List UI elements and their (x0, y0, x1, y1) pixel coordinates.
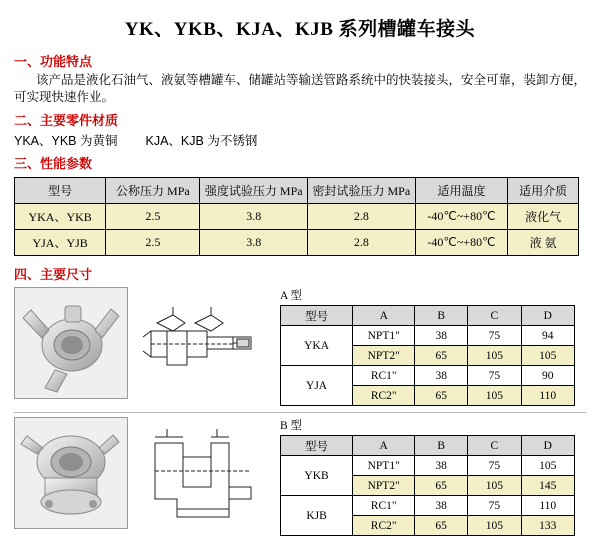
table-header-row (281, 306, 575, 326)
dimB-r0-c4: 105 (521, 456, 574, 476)
perf-r1-c2: 3.8 (200, 230, 308, 256)
dimA-col-0: 型号 (281, 306, 353, 326)
dimB-r3-c4: 133 (521, 516, 574, 536)
dimB-r1-c4: 145 (521, 476, 574, 496)
dimB-col-3: C (468, 436, 521, 456)
perf-r0-c1: 2.5 (106, 204, 200, 230)
dimension-b-label: B 型 (280, 420, 303, 432)
perf-r1-c1: 2.5 (106, 230, 200, 256)
table-header-row (15, 178, 579, 204)
perf-col-2: 强度试验压力 MPa (200, 178, 308, 204)
dimA-r1-c1: NPT2" (353, 346, 415, 366)
materials-left: YKA、YKB 为黄铜 (14, 134, 118, 148)
dimA-r1-c2: 65 (415, 346, 468, 366)
dimB-r1-c3: 105 (468, 476, 521, 496)
coupling-photo-a (14, 287, 128, 399)
table-row (281, 366, 575, 386)
dimension-group-a (14, 287, 586, 406)
dimA-r0-model: YKA (281, 326, 353, 366)
features-body (14, 72, 586, 106)
dimB-r0-c1: NPT1" (353, 456, 415, 476)
dimA-col-4: D (521, 306, 574, 326)
performance-table (14, 177, 579, 256)
dimA-r3-c1: RC2" (353, 386, 415, 406)
perf-col-5: 适用介质 (508, 178, 579, 204)
dimB-r2-c3: 75 (468, 496, 521, 516)
table-row (15, 204, 579, 230)
materials-right: KJA、KJB 为不锈钢 (145, 134, 258, 148)
dimA-r2-model: YJA (281, 366, 353, 406)
dimA-col-3: C (468, 306, 521, 326)
perf-col-1: 公称压力 MPa (106, 178, 200, 204)
dimB-col-4: D (521, 436, 574, 456)
dimA-r0-c4: 94 (521, 326, 574, 346)
dimB-col-2: B (415, 436, 468, 456)
dimB-r3-c3: 105 (468, 516, 521, 536)
dimB-r3-c2: 65 (415, 516, 468, 536)
table-row (281, 326, 575, 346)
divider (14, 412, 586, 413)
dimB-col-1: A (353, 436, 415, 456)
section-heading-materials: 二、主要零件材质 (14, 113, 119, 128)
perf-r0-c4: -40℃~+80℃ (415, 204, 508, 230)
table-header-row (281, 436, 575, 456)
dimB-r2-c1: RC1" (353, 496, 415, 516)
dimA-r3-c4: 110 (521, 386, 574, 406)
dimA-r0-c2: 38 (415, 326, 468, 346)
table-row (281, 496, 575, 516)
dimA-r1-c3: 105 (468, 346, 521, 366)
dimB-r3-c1: RC2" (353, 516, 415, 536)
section-heading-features: 一、功能特点 (14, 54, 93, 69)
perf-col-4: 适用温度 (415, 178, 508, 204)
dimension-table-a (280, 305, 575, 406)
dimA-r2-c3: 75 (468, 366, 521, 386)
coupling-drawing-a (133, 287, 268, 397)
coupling-photo-b (14, 417, 128, 529)
section-heading-dimensions: 四、主要尺寸 (14, 267, 93, 282)
dimA-r2-c1: RC1" (353, 366, 415, 386)
perf-col-3: 密封试验压力 MPa (308, 178, 416, 204)
dimensions-wrap (14, 287, 586, 536)
dimB-r0-c2: 38 (415, 456, 468, 476)
perf-r0-c3: 2.8 (308, 204, 416, 230)
dimB-r1-c2: 65 (415, 476, 468, 496)
perf-r1-c0: YJA、YJB (15, 230, 106, 256)
features-body-text: 该产品是液化石油气、液氨等槽罐车、储罐站等输送管路系统中的快装接头，安全可靠，装卸方便，可实现快速作业。 (14, 73, 587, 104)
page-title: YK、YKB、KJA、KJB 系列槽罐车接头 (124, 19, 476, 40)
dimB-r1-c1: NPT2" (353, 476, 415, 496)
perf-col-0: 型号 (15, 178, 106, 204)
dimension-a-label: A 型 (280, 290, 303, 302)
perf-r1-c4: -40℃~+80℃ (415, 230, 508, 256)
dimension-table-b-col (280, 417, 575, 536)
dimA-col-2: B (415, 306, 468, 326)
coupling-drawing-b (133, 417, 268, 527)
dimB-r2-c4: 110 (521, 496, 574, 516)
dimA-r0-c3: 75 (468, 326, 521, 346)
perf-r0-c0: YKA、YKB (15, 204, 106, 230)
dimB-r0-model: YKB (281, 456, 353, 496)
perf-r0-c5: 液化气 (508, 204, 579, 230)
section-heading-performance: 三、性能参数 (14, 156, 93, 171)
dimA-r1-c4: 105 (521, 346, 574, 366)
dimB-r2-c2: 38 (415, 496, 468, 516)
perf-r1-c5: 液 氨 (508, 230, 579, 256)
dimA-r3-c3: 105 (468, 386, 521, 406)
dimension-table-b (280, 435, 575, 536)
dimension-table-a-col (280, 287, 575, 406)
dimA-r2-c4: 90 (521, 366, 574, 386)
dimB-r2-model: KJB (281, 496, 353, 536)
dimension-group-b (14, 417, 586, 536)
dimA-r0-c1: NPT1" (353, 326, 415, 346)
table-row (15, 230, 579, 256)
table-row (281, 456, 575, 476)
dimA-r3-c2: 65 (415, 386, 468, 406)
dimA-r2-c2: 38 (415, 366, 468, 386)
perf-r0-c2: 3.8 (200, 204, 308, 230)
dimB-col-0: 型号 (281, 436, 353, 456)
dimB-r0-c3: 75 (468, 456, 521, 476)
dimA-col-1: A (353, 306, 415, 326)
perf-r1-c3: 2.8 (308, 230, 416, 256)
materials-line (14, 131, 600, 149)
